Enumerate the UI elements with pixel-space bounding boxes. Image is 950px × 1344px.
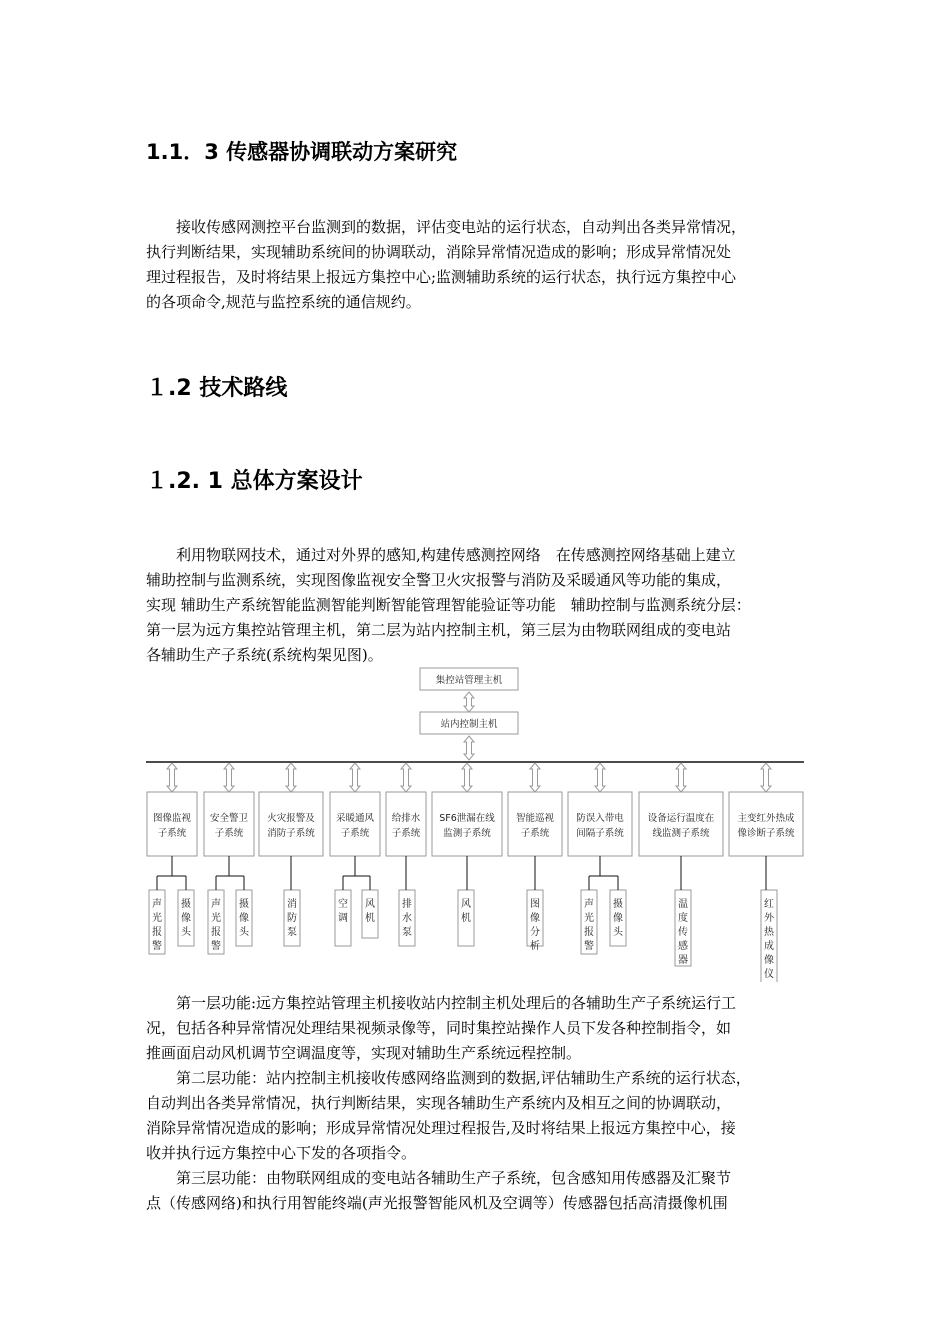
section-heading-1-1-3: 1.1．3 传感器协调联动方案研究: [146, 140, 458, 164]
device-label-char: 像: [530, 913, 540, 924]
subsystem-label: 像诊断子系统: [737, 828, 795, 839]
device-label-char: 感: [678, 941, 688, 952]
double-arrow: [401, 763, 411, 792]
double-arrow: [530, 763, 540, 792]
text-line: 理过程报告，及时将结果上报远方集控中心;监测辅助系统的运行状态，执行远方集控中心: [146, 268, 737, 286]
device-label-char: 像: [181, 913, 191, 924]
subsystem-label: 火灾报警及: [267, 813, 315, 824]
device-label-char: 像: [239, 913, 249, 924]
subsystem-box: [147, 792, 197, 856]
subsystem-box: [729, 792, 803, 856]
device-label-char: 防: [287, 913, 297, 924]
device-label-char: 摄: [613, 899, 623, 910]
device-label-char: 排: [402, 899, 412, 910]
subsystem-label: 设备运行温度在: [647, 813, 715, 824]
subsystem-box: [508, 792, 562, 856]
device-label-char: 风: [365, 899, 375, 910]
device-label-char: 消: [287, 899, 297, 910]
section-heading-1-2: １.2 技术路线: [146, 376, 288, 401]
subsystem-label: 采暖通风: [335, 813, 375, 824]
subsystem-label: 安全警卫: [209, 813, 249, 824]
device-label-char: 报: [211, 927, 221, 938]
text-line: 第一层为远方集控站管理主机，第二层为站内控制主机，第三层为由物联网组成的变电站: [146, 621, 732, 639]
device-label-char: 警: [211, 941, 221, 952]
text-line: 消除异常情况造成的影响；形成异常情况处理过程报告,及时将结果上报远方集控中心，接: [146, 1119, 736, 1137]
text-line: 推画面启动风机调节空调温度等，实现对辅助生产系统远程控制。: [146, 1044, 582, 1062]
device-label-char: 水: [402, 913, 412, 924]
double-arrow: [350, 763, 360, 792]
subsystem-box: [330, 792, 380, 856]
device-label-char: 仪: [764, 969, 774, 980]
double-arrow: [676, 763, 686, 792]
management-host-label: 集控站管理主机: [435, 675, 503, 686]
text-line: 第一层功能:远方集控站管理主机接收站内控制主机处理后的各辅助生产子系统运行工: [146, 994, 737, 1012]
device-label-char: 报: [584, 927, 594, 938]
device-label-char: 度: [678, 913, 688, 924]
paragraph-overall-design: [146, 543, 826, 668]
system-architecture-diagram: [140, 662, 810, 982]
device-label-char: 风: [461, 899, 471, 910]
device-label-char: 声: [211, 899, 221, 910]
device-label-char: 光: [152, 913, 162, 924]
text-line: 第二层功能：站内控制主机接收传感网络监测到的数据,评估辅助生产系统的运行状态，: [146, 1069, 751, 1087]
device-label-char: 报: [152, 927, 162, 938]
text-line: 接收传感网测控平台监测到的数据，评估变电站的运行状态，自动判出各类异常情况，: [146, 218, 747, 236]
device-label-char: 像: [764, 955, 774, 966]
device-label-char: 像: [613, 913, 623, 924]
text-line: 执行判断结果，实现辅助系统间的协调联动，消除异常情况造成的影响；形成异常情况处: [146, 243, 732, 261]
subsystem-label: SF6泄漏在线: [439, 813, 495, 824]
device-label-char: 摄: [239, 899, 249, 910]
station-control-host-label: 站内控制主机: [440, 719, 498, 730]
device-label-char: 头: [613, 927, 623, 938]
device-label-char: 泵: [402, 927, 412, 938]
device-label-char: 红: [764, 899, 774, 910]
subsystem-label: 子系统: [340, 828, 370, 839]
subsystem-label: 智能巡视: [515, 813, 555, 824]
device-label-char: 声: [152, 899, 162, 910]
device-label-char: 机: [365, 913, 375, 924]
device-label-char: 温: [678, 899, 688, 910]
double-arrow: [761, 763, 771, 792]
device-label-char: 光: [211, 913, 221, 924]
text-line: 实现 辅助生产系统智能监测智能判断智能管理智能验证等功能 辅助控制与监测系统分层：: [146, 596, 751, 614]
subsystem-label: 子系统: [520, 828, 550, 839]
subsystem-box: [432, 792, 502, 856]
subsystem-label: 线监测子系统: [652, 828, 710, 839]
paragraph-layer-functions: [146, 991, 826, 1216]
device-label-char: 外: [764, 913, 774, 924]
subsystem-label: 子系统: [157, 828, 187, 839]
text-line: 第三层功能：由物联网组成的变电站各辅助生产子系统，包含感知用传感器及汇聚节: [146, 1169, 732, 1187]
device-label-char: 摄: [181, 899, 191, 910]
device-label-char: 调: [338, 913, 348, 924]
subsystem-box: [568, 792, 632, 856]
device-label-char: 头: [239, 927, 249, 938]
subsystem-label: 子系统: [214, 828, 244, 839]
text-line: 各辅助生产子系统(系统构架见图)。: [146, 646, 383, 664]
text-line: 的各项命令,规范与监控系统的通信规约。: [146, 293, 421, 311]
double-arrow: [286, 763, 296, 792]
device-label-char: 分: [530, 927, 540, 938]
device-label-char: 机: [461, 913, 471, 924]
text-line: 点（传感网络)和执行用智能终端(声光报警智能风机及空调等）传感器包括高清摄像机围: [146, 1194, 728, 1212]
text-line: 况，包括各种异常情况处理结果视频录像等，同时集控站操作人员下发各种控制指令，如: [146, 1019, 732, 1037]
subsystem-box: [259, 792, 323, 856]
device-label-char: 传: [678, 927, 688, 938]
device-label-char: 空: [338, 899, 348, 910]
device-label-char: 警: [584, 941, 594, 952]
text-line: 利用物联网技术，通过对外界的感知,构建传感测控网络 在传感测控网络基础上建立: [146, 546, 736, 564]
device-label-char: 警: [152, 941, 162, 952]
subsystem-label: 消防子系统: [267, 828, 315, 839]
subsystem-label: 监测子系统: [443, 828, 491, 839]
section-heading-1-2-1: １.2. 1 总体方案设计: [146, 469, 363, 494]
device-label-char: 头: [181, 927, 191, 938]
text-line: 自动判出各类异常情况，执行判断结果，实现各辅助生产系统内及相互之间的协调联动，: [146, 1094, 732, 1112]
subsystem-box: [639, 792, 723, 856]
device-label-char: 成: [764, 941, 774, 952]
device-label-char: 声: [584, 899, 594, 910]
device-label-char: 图: [530, 899, 540, 910]
subsystem-label: 图像监视: [152, 813, 192, 824]
double-arrow: [462, 763, 472, 792]
device-label-char: 析: [530, 941, 540, 952]
device-label-char: 光: [584, 913, 594, 924]
subsystem-label: 主变红外热成: [737, 813, 795, 824]
device-label-char: 热: [764, 927, 774, 938]
double-arrow: [595, 763, 605, 792]
subsystem-box: [386, 792, 426, 856]
subsystem-box: [204, 792, 254, 856]
double-arrow: [464, 692, 474, 712]
subsystem-label: 子系统: [391, 828, 421, 839]
device-label-char: 器: [678, 955, 688, 966]
subsystem-label: 防误入带电: [576, 813, 624, 824]
text-line: 辅助控制与监测系统，实现图像监视安全警卫火灾报警与消防及采暖通风等功能的集成，: [146, 571, 732, 589]
subsystem-label: 间隔子系统: [576, 828, 624, 839]
device-label-char: 泵: [287, 927, 297, 938]
double-arrow: [464, 736, 474, 760]
double-arrow: [224, 763, 234, 792]
text-line: 收并执行远方集控中心下发的各项指令。: [146, 1144, 417, 1162]
paragraph-coordination: [146, 215, 826, 315]
double-arrow: [167, 763, 177, 792]
subsystem-label: 给排水: [391, 813, 421, 824]
